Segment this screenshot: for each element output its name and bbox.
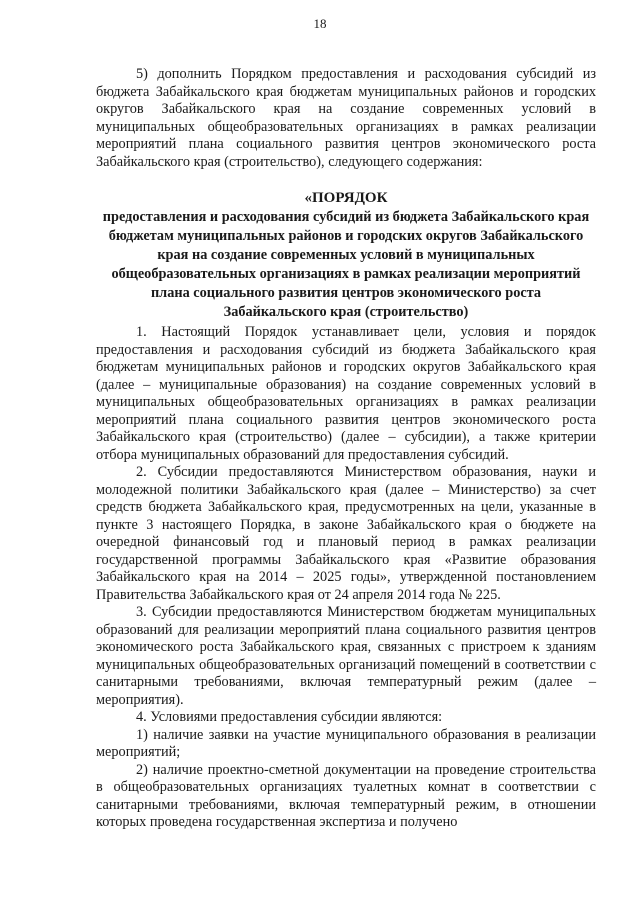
paragraph-3: 3. Субсидии предоставляются Министерством бюджетам муниципальных образований для реализации мероприятий плана социального развития центров экономического роста Забайкальского края, связанных с пристроем к зданиям муниципальных общеобразовательных организаций помещений в соответствии с санитарными требованиями, включая температурный режим (далее – мероприятия). bbox=[96, 604, 596, 708]
intro-paragraph: 5) дополнить Порядком предоставления и расходования субсидий из бюджета Забайкальского края бюджетам муниципальных районов и городских округов Забайкальского края на создание современных условий в муниципальных общеобразовательных организациях в рамках реализации мероприятий плана социального развития центров экономического роста Забайкальского края (строительство), следующего содержания: bbox=[96, 66, 596, 170]
page-number: 18 bbox=[313, 16, 327, 31]
title-heading: «ПОРЯДОК bbox=[304, 190, 388, 206]
paragraph-4: 4. Условиями предоставления субсидии являются: bbox=[136, 709, 443, 725]
title-subtitle: предоставления и расходования субсидий из бюджета Забайкальского края бюджетам муниципальных районов и городских округов Забайкальского края на создание современных условий в муниципальных общеобразовательных организациях в рамках реализации мероприятий плана социального развития центров экономического роста Забайкальского края (строительство) bbox=[102, 209, 590, 320]
body-text bbox=[96, 324, 596, 832]
paragraph-4-item-2: 2) наличие проектно-сметной документации на проведение строительства в общеобразовательных организациях туалетных комнат в соответствии с санитарными требованиями, включая температурный режим, в отношении которых проведена государственная экспертиза и получено bbox=[96, 761, 596, 830]
paragraph-1: 1. Настоящий Порядок устанавливает цели, условия и порядок предоставления и расходования субсидий из бюджета Забайкальского края бюджетам муниципальных районов и городских округов Забайкальского края (далее – муниципальные образования) на создание современных условий в муниципальных общеобразовательных организациях в рамках реализации мероприятий плана социального развития центров экономического роста Забайкальского края (строительство) (далее – субсидии), а также критерии отбора муниципальных образований для предоставления субсидий. bbox=[96, 324, 596, 463]
paragraph-2: 2. Субсидии предоставляются Министерством образования, науки и молодежной политики Забайкальского края (далее – Министерство) за счет средств бюджета Забайкальского края, предусмотренных на цели, указанные в пункте 3 настоящего Порядка, в законе Забайкальского края о бюджете на очередной финансовый год и плановый период в рамках реализации государственной программы Забайкальского края «Развитие образования Забайкальского края на 2014 – 2025 годы», утвержденной постановлением Правительства Забайкальского края от 24 апреля 2014 года № 225. bbox=[96, 464, 596, 603]
paragraph-4-item-1: 1) наличие заявки на участие муниципального образования в реализации мероприятий; bbox=[96, 726, 596, 760]
procedure-title bbox=[96, 189, 596, 322]
